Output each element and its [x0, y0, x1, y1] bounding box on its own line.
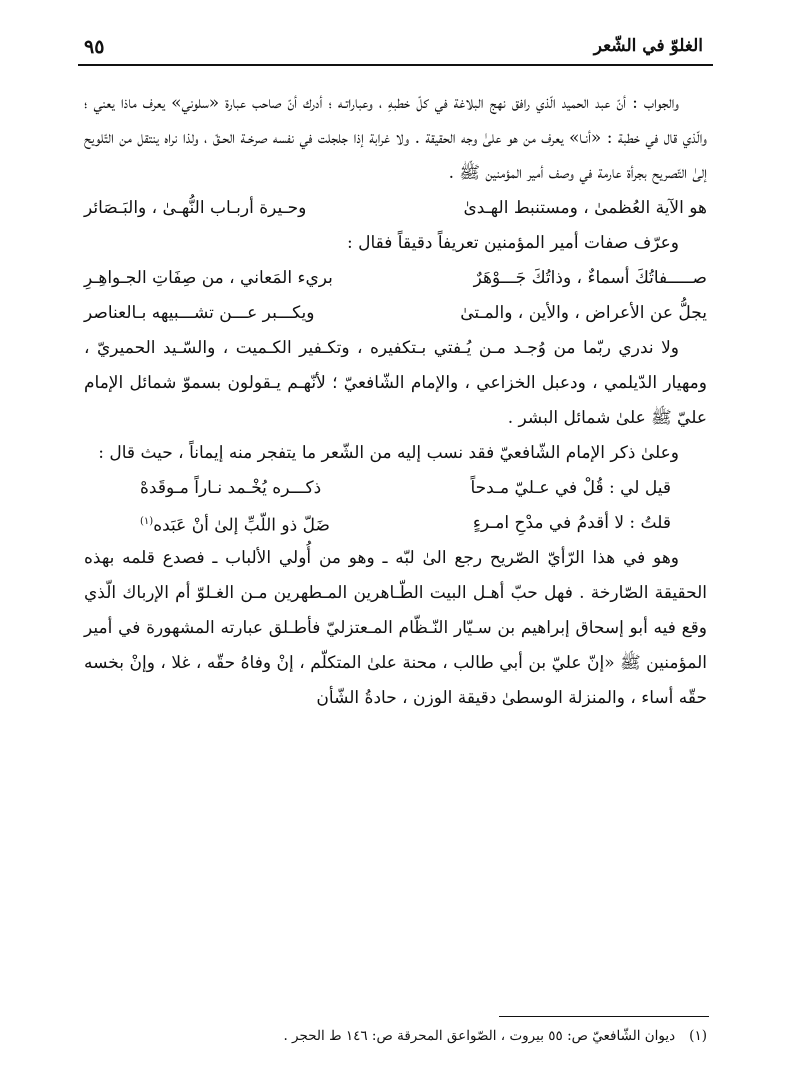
verse-2: [84, 261, 707, 296]
verse-2-second-hemistich: بريء المَعاني ، من صِفَاتِ الجـواهِـرِ: [84, 268, 333, 288]
page-number: ٩٥: [84, 36, 105, 58]
footnote: [84, 1028, 707, 1044]
verse-4-second-hemistich: ذكـــره يُخْـمد نـاراً مـوقَدهْ: [140, 478, 322, 498]
verse-3-first-hemistich: يجلُّ عن الأعراض ، والأين ، والمـتىٰ: [460, 303, 707, 323]
body-text: [84, 86, 707, 716]
header-rule: [78, 64, 713, 66]
footnote-text: ديوان الشّافعيّ ص: ٥٥ بيروت ، الصّواعق المحرقة ص: ١٤٦ ط الحجر .: [283, 1028, 676, 1044]
verse-5-first-hemistich: قلتُ : لا أقدمُ في مدْحِ امـرءٍ: [472, 513, 671, 533]
paragraph-5: وهو في هذا الرّأيّ الصّريح رجع الىٰ لبّه ـ وهو من أُولي الألباب ـ فصدع قلمه بهذه الحقيقة الصّارخة . فهل حبّ أهـل البيت الطّـاهرين المـطهرين مـن الغـلوّ أم الإرباك الّذي وقع فيه أبو إسحاق إبراهيم بن سـيّار النّـظّام المـعتزليّ فأطـلق عبارته المشهورة في أمير المؤمنين ﷺ «إنّ عليّ بن أبي طالب ، محنة علىٰ المتكلّم ، إنْ وفاهُ حقّه ، غلا ، وإنْ بخسه حقّه أساء ، والمنزلة الوسطىٰ دقيقة الوزن ، حادةُ الشّأن: [84, 548, 707, 708]
paragraph-1: والجواب : أنّ عبد الحميد الّذي رافق نهج البلاغة في كلّ خطبهِ ، وعباراتـه ؛ أدرك أنّ صاحب عبارة «سلوني» يعرف ماذا يعني ؛ والّذي قال في خطبة : «أنـا» يعرف من هو علىٰ وجه الحقيقة . ولا غرابة إذا جلجلت في نفسه صرخـة الحـقّ ، ولذا نراه ينتقل من التّلويح إلىٰ التّصريح بجرأة عارمة في وصف أمير المؤمنين ﷺ .: [84, 93, 707, 183]
footnote-number: (١): [689, 1028, 707, 1044]
paragraph-2: وعرّف صفات أمير المؤمنين تعريفاً دقيقاً فقال :: [347, 233, 679, 253]
verse-3: [84, 296, 707, 331]
running-title: الغلوّ في الشّعر: [593, 36, 703, 56]
verse-5-second-hemistich: [140, 504, 330, 544]
verse-1-first-hemistich: هو الآية العُظمىٰ ، ومستنبط الهـدىٰ: [463, 198, 707, 218]
verse-1: [84, 191, 707, 226]
paragraph-4: وعلىٰ ذكر الإمام الشّافعيّ فقد نسب إليه من الشّعر ما يتفجر منه إيماناً ، حيث قال :: [98, 443, 679, 463]
footnote-rule: [499, 1016, 709, 1017]
verse-2-first-hemistich: صـــــفاتُكَ أسماءٌ ، وذاتُكَ جَـــوْهَرٌ: [473, 268, 707, 288]
verse-3-second-hemistich: ويكـــبر عـــن تشـــبيهه بـالعناصر: [84, 303, 315, 323]
verse-5-second-text: ضَلّ ذو اللّبِّ إلىٰ أنْ عَبَده: [153, 515, 330, 536]
verse-4: [84, 471, 707, 506]
footnote-reference: (١): [140, 515, 154, 527]
paragraph-3: ولا ندري ربّما من وُجـد مـن يُـفتي بـتكفيره ، وتكـفير الكـميت ، والسّـيد الحميريّ ، ومهيار الدّيلمي ، ودعبل الخزاعي ، والإمام الشّافعيّ ؛ لأنّهـم يـقولون بسموّ شمائل الإمام عليّ ﷺ علىٰ شمائل البشر .: [84, 338, 707, 428]
verse-4-first-hemistich: قيل لي : قُلْ في عـليّ مـدحاً: [470, 478, 671, 498]
verse-1-second-hemistich: وحـيرة أربـاب النُّهـىٰ ، والبَـصَائر: [84, 198, 307, 218]
verse-5: [84, 506, 707, 541]
